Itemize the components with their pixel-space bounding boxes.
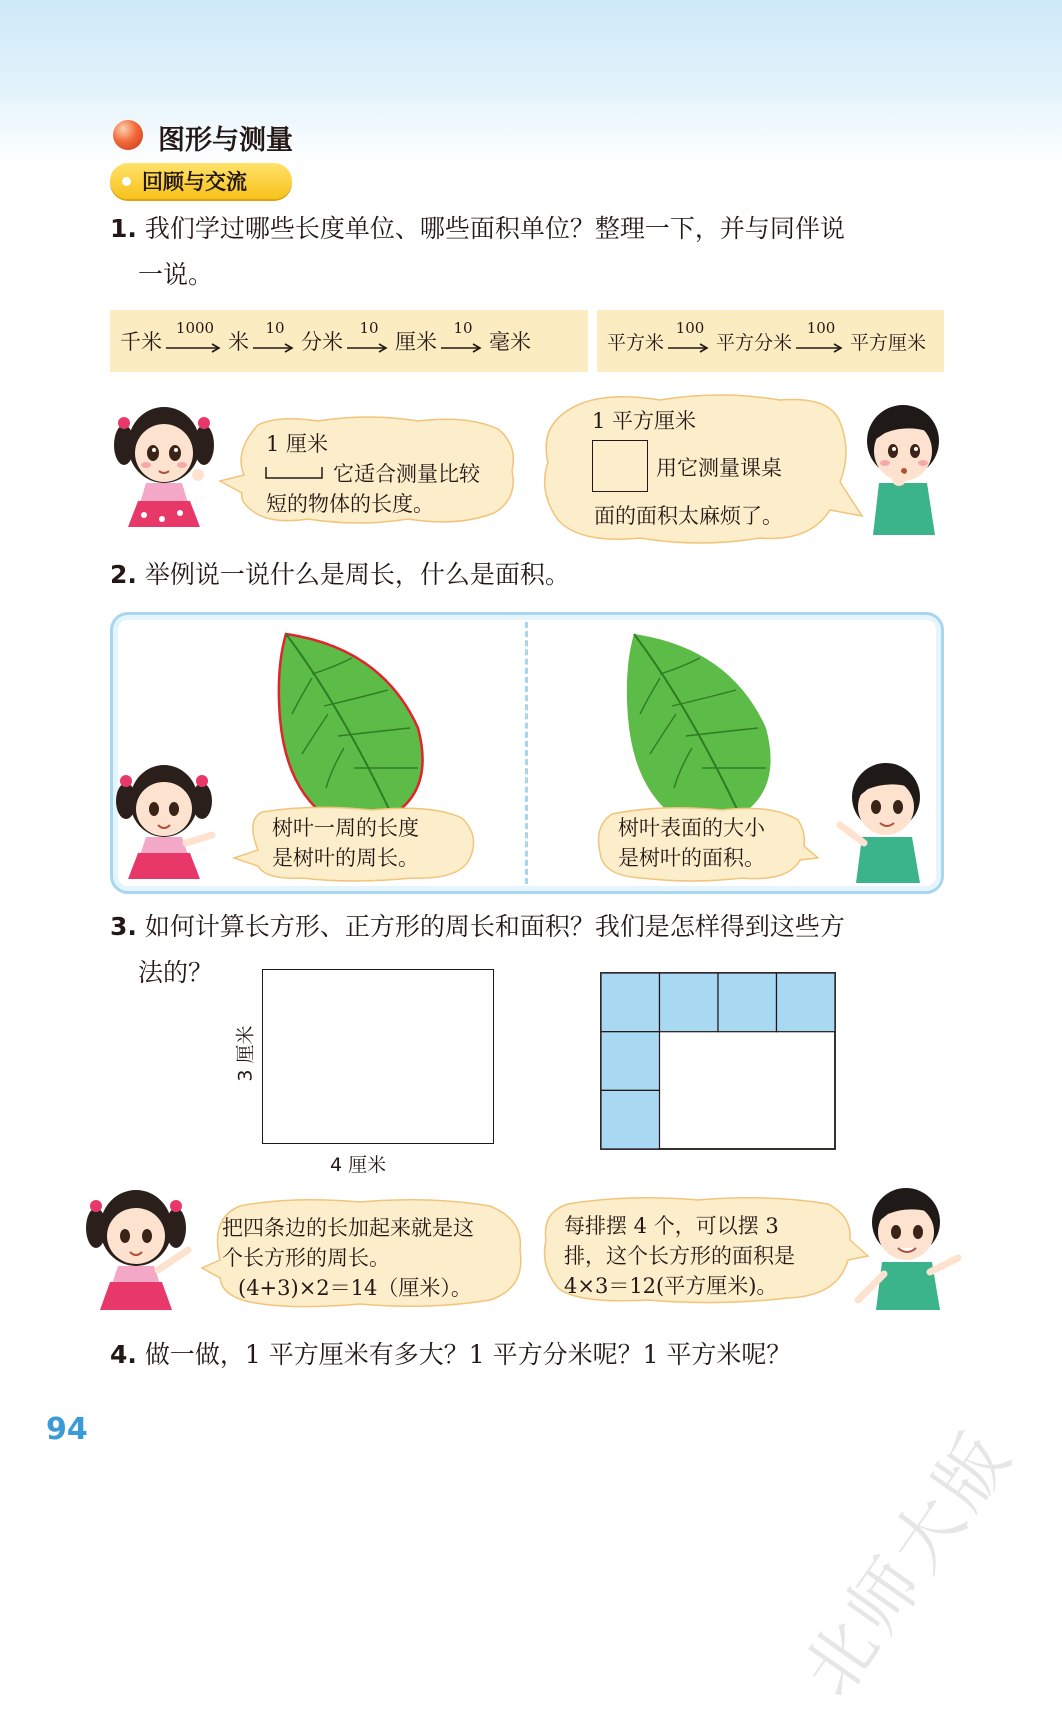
boy-character-illustration — [830, 755, 940, 885]
q3-number: 3. — [110, 912, 137, 941]
bubble-formula: 4×3＝12(平方厘米)。 — [564, 1274, 778, 1298]
q3-line1 — [110, 912, 845, 942]
area-rate: 100 — [806, 319, 836, 337]
bubble-line: 树叶一周的长度 — [272, 816, 419, 840]
arrow-right-icon — [796, 343, 846, 353]
q2-number: 2. — [110, 560, 137, 589]
arrow-right-icon — [441, 343, 485, 353]
unit-square-tiling-figure — [600, 972, 838, 1152]
length-rate: 10 — [453, 319, 473, 337]
section-ball-icon — [113, 120, 143, 150]
arrow-right-icon — [347, 343, 391, 353]
length-unit: 千米 — [120, 330, 162, 354]
bubble-line: 把四条边的长加起来就是这 — [222, 1216, 474, 1240]
q2-text: 举例说一说什么是周长，什么是面积。 — [144, 560, 570, 589]
length-rate: 10 — [265, 319, 285, 337]
girl-character-illustration — [110, 395, 220, 535]
length-arrow — [441, 319, 485, 359]
panel-divider — [525, 622, 528, 884]
bubble-line: 树叶表面的大小 — [618, 816, 765, 840]
bubble-line: 是树叶的面积。 — [618, 846, 765, 870]
arrow-right-icon — [253, 343, 297, 353]
q1-line1 — [110, 214, 845, 244]
area-unit: 平方厘米 — [850, 331, 927, 354]
length-unit-strip — [110, 310, 588, 372]
length-rate: 10 — [359, 319, 379, 337]
q2-line — [110, 560, 570, 590]
boy-character-illustration — [850, 1178, 965, 1313]
length-unit: 分米 — [301, 330, 343, 354]
q3-text: 如何计算长方形、正方形的周长和面积？我们是怎样得到这些方 — [144, 912, 845, 941]
pill-dot-icon — [122, 177, 131, 186]
bubble-unit-label: 1 平方厘米 — [592, 409, 697, 433]
width-label: 4 厘米 — [330, 1154, 387, 1176]
length-arrow — [166, 319, 224, 359]
height-label: 3 厘米 — [234, 1025, 257, 1082]
area-arrow — [668, 319, 712, 359]
q4-line — [110, 1340, 791, 1370]
q4-number: 4. — [110, 1340, 137, 1369]
length-unit: 毫米 — [489, 330, 531, 354]
publisher-watermark: 北师大版 — [787, 1414, 1029, 1711]
one-sq-cm-square — [592, 440, 648, 492]
q3-line2: 法的？ — [138, 958, 214, 987]
one-cm-segment-icon — [265, 466, 325, 480]
area-rate: 100 — [675, 319, 705, 337]
bubble-line: 个长方形的周长。 — [222, 1246, 390, 1270]
bubble-line: 用它测量课桌 — [656, 456, 782, 480]
bubble-unit-label: 1 厘米 — [266, 432, 329, 456]
section-title: 图形与测量 — [158, 125, 293, 156]
q1-number: 1. — [110, 214, 137, 243]
bubble-line: 面的面积太麻烦了。 — [594, 504, 783, 528]
arrow-right-icon — [166, 343, 224, 353]
length-arrow — [347, 319, 391, 359]
length-arrow — [253, 319, 297, 359]
q4-text: 做一做，1 平方厘米有多大？1 平方分米呢？1 平方米呢？ — [144, 1340, 792, 1369]
girl-character-illustration — [112, 755, 222, 883]
area-unit: 平方分米 — [716, 331, 793, 354]
bubble-formula: (4+3)×2＝14（厘米）。 — [238, 1276, 472, 1300]
bubble-line: 排，这个长方形的面积是 — [564, 1244, 795, 1268]
length-unit: 米 — [228, 330, 249, 354]
bubble-line: 每排摆 4 个，可以摆 3 — [564, 1214, 779, 1238]
bubble-line: 它适合测量比较 — [333, 462, 480, 486]
rectangle-figure — [262, 969, 494, 1144]
q1-line2: 一说。 — [138, 260, 214, 289]
subsection-label: 回顾与交流 — [142, 170, 247, 194]
bubble-line: 短的物体的长度。 — [266, 492, 434, 516]
arrow-right-icon — [668, 343, 712, 353]
boy-character-illustration — [855, 395, 955, 545]
bubble-line: 是树叶的周长。 — [272, 846, 419, 870]
area-arrow — [796, 319, 846, 359]
girl-character-illustration — [80, 1180, 200, 1315]
q1-text: 我们学过哪些长度单位、哪些面积单位？整理一下，并与同伴说 — [144, 214, 845, 243]
length-rate: 1000 — [175, 319, 215, 337]
area-unit: 平方米 — [607, 331, 665, 354]
page-number: 94 — [46, 1412, 88, 1447]
length-unit: 厘米 — [395, 330, 437, 354]
area-unit-strip — [597, 310, 944, 372]
